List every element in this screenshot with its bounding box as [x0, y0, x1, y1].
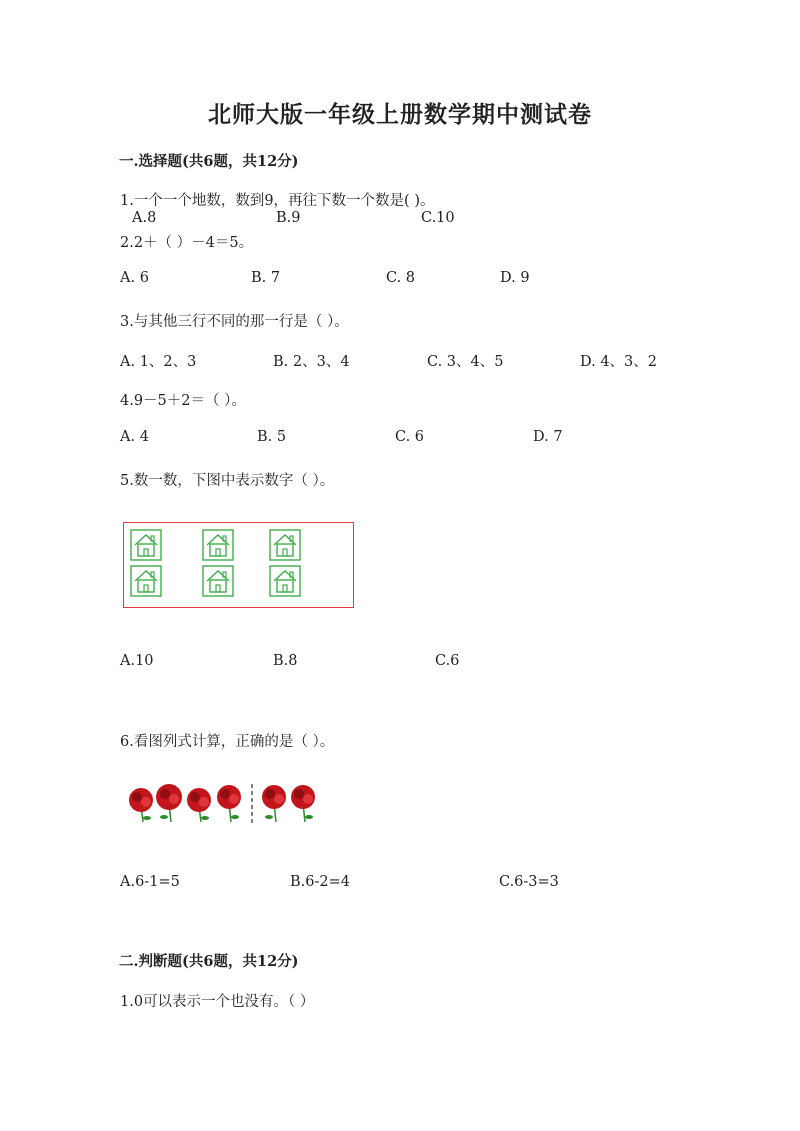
question-5-option-b: B.8 — [273, 653, 298, 669]
question-1-option-b: B.9 — [276, 210, 301, 226]
question-6-option-a: A.6-1=5 — [120, 874, 180, 890]
house-icon — [130, 565, 162, 597]
section-heading-choice: 一.选择题(共6题，共12分) — [119, 153, 299, 170]
question-5-option-c: C.6 — [435, 653, 460, 669]
question-6-option-b: B.6-2=4 — [290, 874, 350, 890]
flower-icon — [217, 785, 241, 822]
house-figure — [123, 522, 354, 608]
question-4-option-d: D. 7 — [533, 429, 563, 445]
house-icon — [202, 565, 234, 597]
question-4-text: 4.9－5＋2＝（ ）。 — [120, 393, 246, 409]
question-6-option-c: C.6-3=3 — [499, 874, 559, 890]
flower-icon — [187, 788, 211, 822]
question-5-option-a: A.10 — [120, 653, 154, 669]
question-2-option-c: C. 8 — [386, 270, 416, 286]
question-3-option-c: C. 3、4、5 — [427, 354, 504, 370]
question-3-text: 3.与其他三行不同的那一行是（ ）。 — [120, 314, 349, 330]
question-2-option-a: A. 6 — [120, 270, 149, 286]
question-2-option-b: B. 7 — [251, 270, 281, 286]
flower-figure — [121, 782, 327, 828]
section-heading-judgment: 二.判断题(共6题，共12分) — [119, 953, 299, 970]
question-6-text: 6.看图列式计算，正确的是（ ）。 — [120, 734, 335, 750]
question-4-option-a: A. 4 — [120, 429, 149, 445]
question-5-text: 5.数一数，下图中表示数字（ ）。 — [120, 473, 335, 489]
house-icon — [130, 529, 162, 561]
flower-icon — [156, 784, 182, 822]
question-4-option-c: C. 6 — [395, 429, 425, 445]
flower-icon — [129, 788, 153, 822]
question-3-option-b: B. 2、3、4 — [273, 354, 350, 370]
page-title: 北师大版一年级上册数学期中测试卷 — [208, 101, 592, 128]
question-3-option-d: D. 4、3、2 — [580, 354, 658, 370]
question-2-option-d: D. 9 — [500, 270, 530, 286]
question-4-option-b: B. 5 — [257, 429, 287, 445]
question-1-option-a: A.8 — [132, 210, 157, 226]
house-icon — [269, 529, 301, 561]
question-3-option-a: A. 1、2、3 — [120, 354, 197, 370]
house-icon — [202, 529, 234, 561]
flower-icon — [291, 785, 315, 822]
flower-icon — [262, 785, 286, 822]
house-icon — [269, 565, 301, 597]
judgment-1-text: 1.0可以表示一个也没有。（ ） — [120, 994, 315, 1010]
question-1-option-c: C.10 — [421, 210, 455, 226]
question-2-text: 2.2＋（ ）－4＝5。 — [120, 235, 254, 251]
question-1-text: 1.一个一个地数，数到9，再往下数一个数是( )。 — [120, 193, 435, 209]
